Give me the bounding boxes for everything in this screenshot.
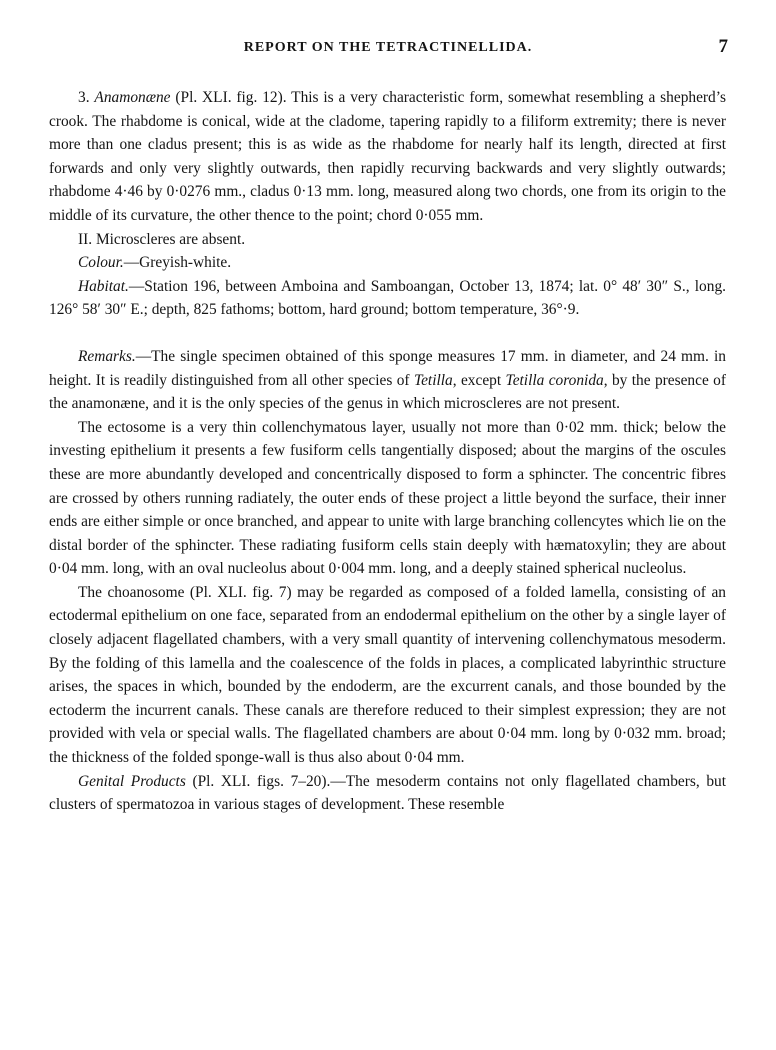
remarks-text-b: , except	[452, 371, 506, 389]
item-number: 3.	[78, 89, 90, 106]
page-number: 7	[718, 36, 728, 57]
colour-text: —Greyish-white.	[123, 254, 232, 272]
paragraph-colour	[49, 251, 726, 275]
paragraph-anamonaene	[49, 86, 726, 228]
genus-name: Tetilla	[413, 371, 453, 389]
species-name: Tetilla coronida	[505, 371, 604, 389]
term-habitat: Habitat.	[78, 277, 129, 295]
habitat-text: —Station 196, between Amboina and Samboangan, October 13, 1874; lat. 0° 48′ 30″ S., long. 126° 58′ 30″ E.; depth, 825 fathoms; bottom, hard ground; bottom temperature, 36°·9.	[49, 277, 726, 319]
remarks-text-a: —The single specimen obtained of this sponge measures 17 mm. in diameter, and 24 mm. in height. It is readily distinguished from all other species of	[49, 347, 726, 389]
running-title: REPORT ON THE TETRACTINELLIDA.	[243, 40, 533, 55]
paragraph-ectosome: The ectosome is a very thin collenchymatous layer, usually not more than 0·02 mm. thick; below the investing epithelium it presents a few fusiform cells tangentially disposed; about the margins of the oscules these are more abundantly developed and concentrically disposed to form a sphincter. The concentric fibres are crossed by others running radiately, the outer ends of these project a little beyond the surface, their inner ends are either simple or once branched, and appear to unite with large branching collencytes which lie on the distal border of the sphincter. These radiating fusiform cells stain deeply with hæmatoxylin; they are about 0·04 mm. long, with an oval nucleolus about 0·004 mm. long, and a deeply stained spherical nucleolus.	[49, 418, 726, 578]
term-anamonaene: Anamonæne	[94, 89, 171, 106]
term-remarks: Remarks.	[78, 347, 136, 365]
body-text	[49, 86, 726, 817]
paragraph-genital-products	[49, 770, 726, 817]
paragraph-habitat	[49, 275, 726, 322]
remarks-text-c: , by the presence of the anamonæne, and it is the only species of the genus in which microscleres are not present.	[49, 371, 727, 413]
genital-products-text: (Pl. XLI. figs. 7–20).—The mesoderm contains not only flagellated chambers, but clusters of spermatozoa in various stages of development. These resemble	[49, 772, 727, 814]
anamonaene-description: (Pl. XLI. fig. 12). This is a very characteristic form, somewhat resembling a shepherd’s crook. The rhabdome is conical, wide at the cladome, tapering rapidly to a filiform extremity; there is never more than one cladus present; this is as wide as the rhabdome for nearly half its length, directed at first forwards and only very slightly outwards, then rapidly recurving backwards and very slightly outwards; rhabdome 4·46 by 0·0276 mm., cladus 0·13 mm. long, measured along two chords, one from its origin to the middle of its curvature, the other thence to the point; chord 0·055 mm.	[49, 89, 726, 224]
paragraph-remarks	[49, 345, 726, 416]
paragraph-choanosome: The choanosome (Pl. XLI. fig. 7) may be regarded as composed of a folded lamella, consisting of an ectodermal epithelium on one face, separated from an endodermal epithelium on the other by a single layer of closely adjacent flagellated chambers, with a very small quantity of intervening collenchymatous mesoderm. By the folding of this lamella and the coalescence of the folds in places, a complicated labyrinthic structure arises, the spaces in which, bounded by the endoderm, are the excurrent canals, and those bounded by the ectoderm the incurrent canals. These canals are therefore reduced to their simplest expression; they are not provided with vela or special walls. The flagellated chambers are about 0·04 mm. long by 0·032 mm. broad; the thickness of the folded sponge-wall is thus also about 0·04 mm.	[49, 583, 726, 767]
term-genital-products: Genital Products	[78, 772, 186, 790]
paragraph-microscleres: II. Microscleres are absent.	[78, 230, 246, 248]
term-colour: Colour.	[78, 254, 124, 272]
